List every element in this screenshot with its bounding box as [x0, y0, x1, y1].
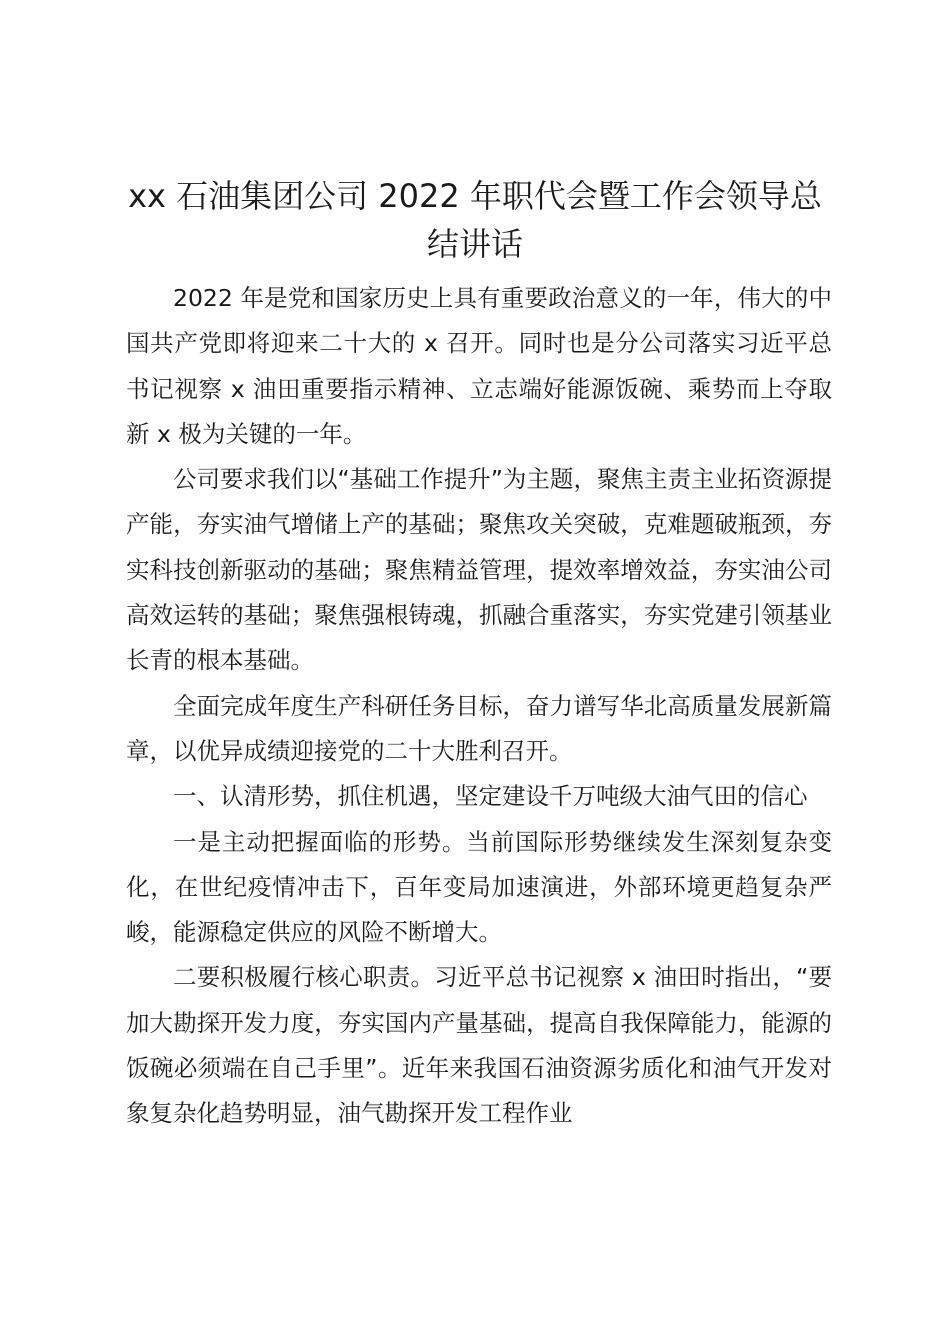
- paragraph-duties: 二要积极履行核心职责。习近平总书记视察 x 油田时指出，“要加大勘探开发力度，夯实国内产量基础，提高自我保障能力，能源的饭碗必须端在自己手里”。近年来我国石油资源劣质化和油气开发对象复杂化趋势明显，油气勘探开发工程作业: [126, 963, 832, 1128]
- document-body: [126, 276, 832, 1137]
- paragraph-situation: 一是主动把握面临的形势。当前国际形势继续发生深刻复杂变化，在世纪疫情冲击下，百年变局加速演进，外部环境更趋复杂严峻，能源稳定供应的风险不断增大。: [126, 827, 832, 947]
- section-heading-one: 一、认清形势，抓住机遇，坚定建设千万吨级大油气田的信心: [173, 782, 808, 811]
- document-title: xx 石油集团公司 2022 年职代会暨工作会领导总结讲话: [128, 177, 822, 263]
- paragraph-intro: 2022 年是党和国家历史上具有重要政治意义的一年，伟大的中国共产党即将迎来二十大的 x 召开。同时也是分公司落实习近平总书记视察 x 油田重要指示精神、立志端好能源饭碗、乘势而上夺取新 x 极为关键的一年。: [126, 284, 832, 448]
- paragraph-goals: 全面完成年度生产科研任务目标，奋力谱写华北高质量发展新篇章，以优异成绩迎接党的二十大胜利召开。: [126, 691, 832, 765]
- paragraph-requirements: 公司要求我们以“基础工作提升”为主题，聚焦主责主业拓资源提产能，夯实油气增储上产的基础；聚焦攻关突破，克难题破瓶颈，夯实科技创新驱动的基础；聚焦精益管理，提效率增效益，夯实油公司高效运转的基础；聚焦强根铸魂，抓融合重落实，夯实党建引领基业长青的根本基础。: [126, 465, 832, 675]
